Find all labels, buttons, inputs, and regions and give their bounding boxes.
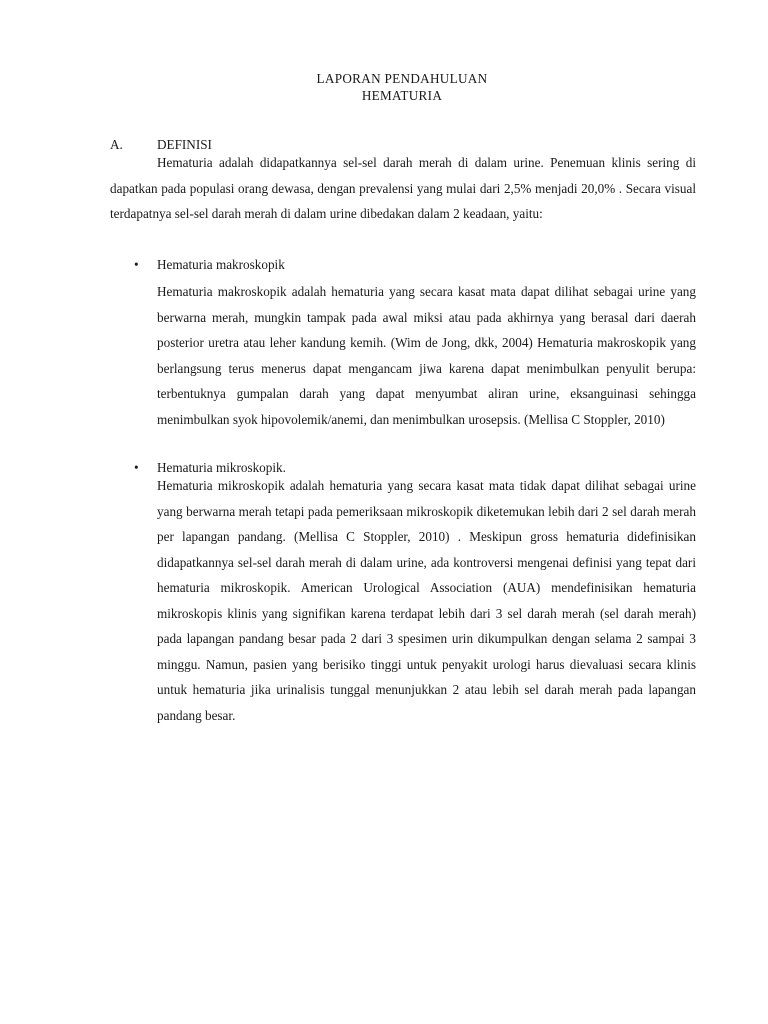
section-title: DEFINISI — [157, 137, 212, 152]
intro-paragraph: Hematuria adalah didapatkannya sel-sel darah merah di dalam urine. Penemuan klinis sering di dapatkan pada populasi orang dewasa, dengan prevalensi yang mulai dari 2,5% menjadi 20,0% . Secara visual terdapatnya sel-sel darah merah di dalam urine dibedakan dalam 2 keadaan, yaitu: — [110, 155, 696, 221]
section-letter: A. — [110, 137, 123, 152]
makroskopik-paragraph: Hematuria makroskopik adalah hematuria yang secara kasat mata dapat dilihat sebagai urine yang berwarna merah, mungkin tampak pada awal miksi atau pada akhirnya yang berasal dari daerah posterior uretra atau leher kandung kemih. (Wim de Jong, dkk, 2004) Hematuria makroskopik yang berlangsung terus menerus dapat mengancam jiwa karena dapat menimbulkan penyulit berupa: terbentuknya gumpalan darah yang dapat menyumbat aliran urine, eksanguinasi sehingga menimbulkan syok hipovolemik/anemi, dan menimbulkan urosepsis. (Mellisa C Stoppler, 2010) — [157, 284, 696, 427]
bullet-dot-icon: • — [134, 257, 139, 272]
bullet-dot-icon: • — [134, 460, 139, 475]
bullet-label: Hematuria mikroskopik. — [157, 460, 286, 475]
document-title — [0, 70, 768, 104]
bullet-label: Hematuria makroskopik — [157, 257, 285, 272]
mikroskopik-paragraph: Hematuria mikroskopik adalah hematuria yang secara kasat mata tidak dapat dilihat sebagai urine yang berwarna merah tetapi pada pemeriksaan mikroskopik diketemukan lebih dari 2 sel darah merah per lapangan pandang. (Mellisa C Stoppler, 2010) . Meskipun gross hematuria didefinisikan didapatkannya sel-sel darah merah di dalam urine, ada kontroversi mengenai definisi yang tepat dari hematuria mikroskopik. American Urological Association (AUA) mendefinisikan hematuria mikroskopis klinis yang signifikan karena terdapat lebih dari 3 sel darah merah (sel darah merah) pada lapangan pandang besar pada 2 dari 3 spesimen urin dikumpulkan dengan selama 2 sampai 3 minggu. Namun, pasien yang berisiko tinggi untuk penyakit urologi harus dievaluasi secara klinis untuk hematuria jika urinalisis tunggal menunjukkan 2 atau lebih sel darah merah pada lapangan pandang besar. — [157, 478, 696, 723]
title-line-2: HEMATURIA — [361, 88, 443, 103]
title-line-1: LAPORAN PENDAHULUAN — [316, 71, 488, 86]
